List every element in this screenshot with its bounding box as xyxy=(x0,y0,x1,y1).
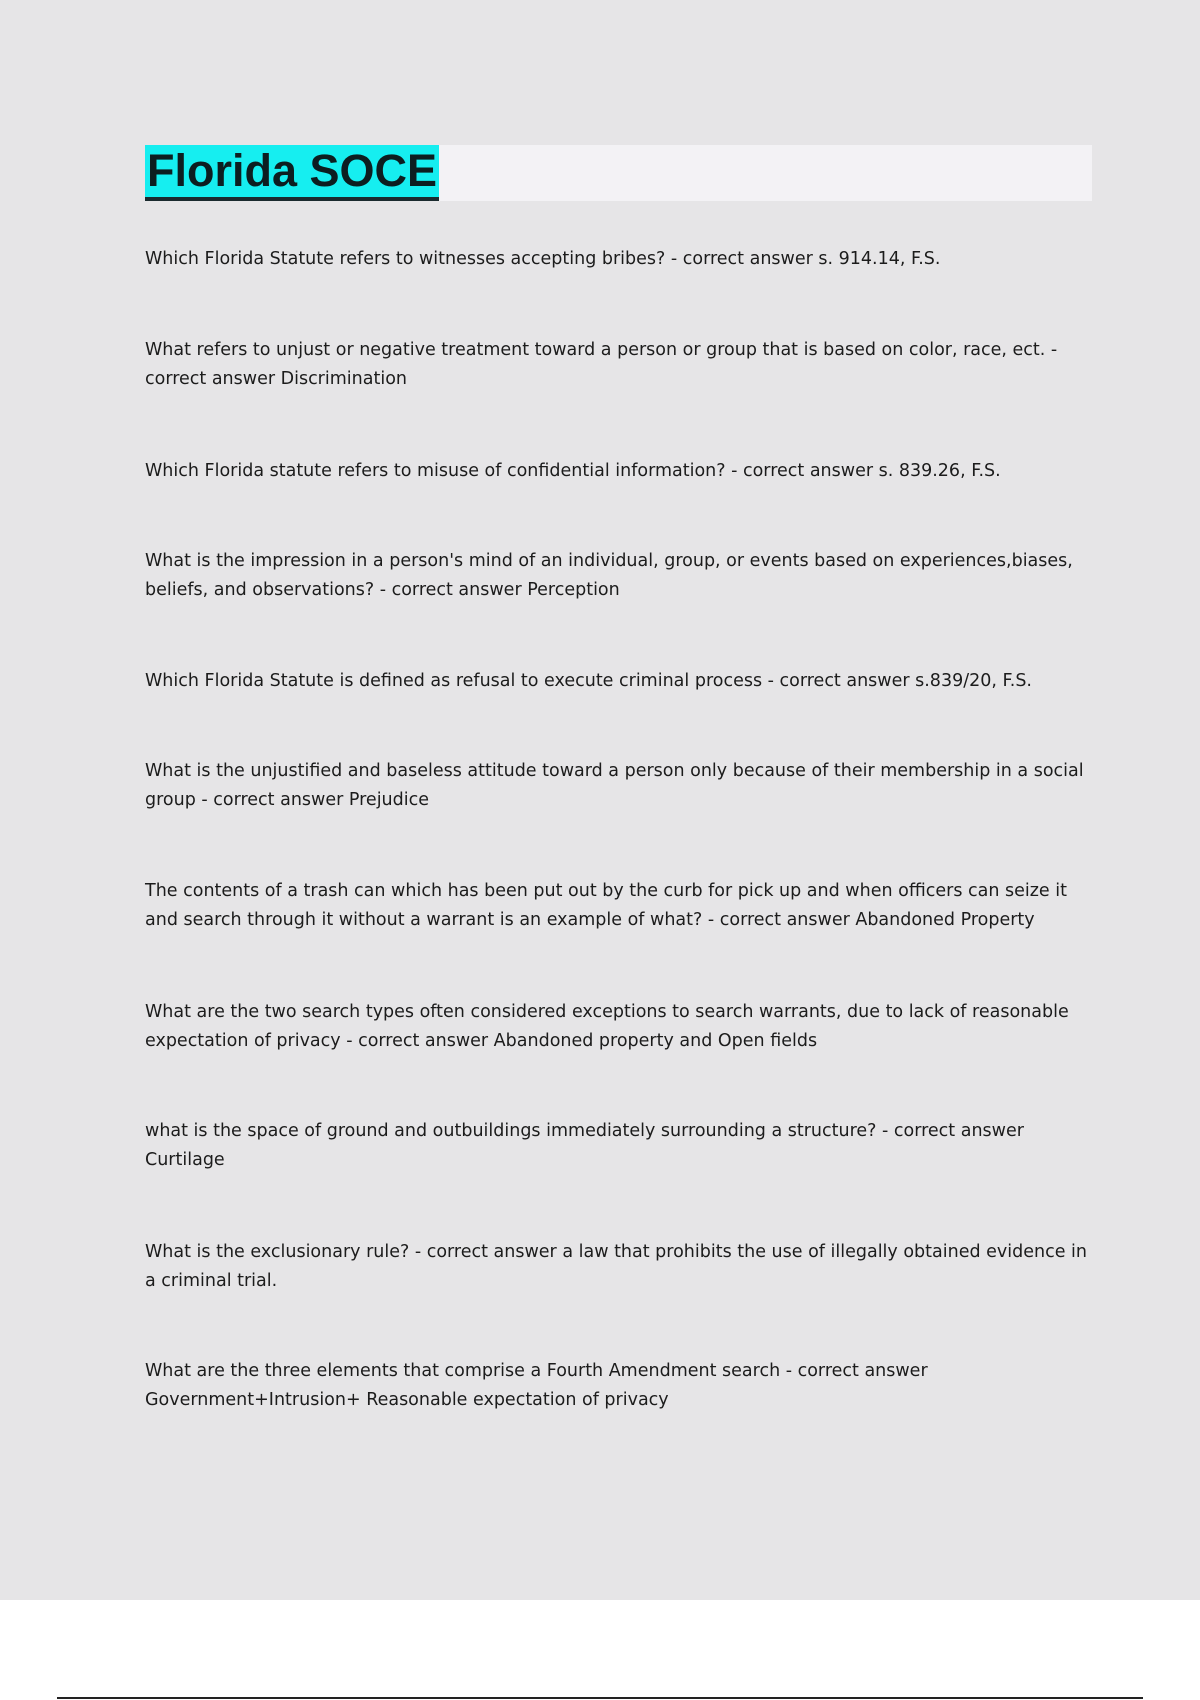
title-bar xyxy=(145,145,1092,201)
qa-entry-9: what is the space of ground and outbuildings immediately surrounding a structure? - correct answer Curtilage xyxy=(145,1121,1024,1170)
qa-entry-11: What are the three elements that comprise a Fourth Amendment search - correct answer Government+Intrusion+ Reasonable expectation of privacy xyxy=(145,1361,928,1410)
qa-entry-6: What is the unjustified and baseless attitude toward a person only because of their membership in a social group - correct answer Prejudice xyxy=(145,761,1084,810)
page-title: Florida SOCE xyxy=(145,145,439,201)
qa-entry-2: What refers to unjust or negative treatment toward a person or group that is based on color, race, ect. - correct answer Discrimination xyxy=(145,340,1058,389)
qa-entry-1: Which Florida Statute refers to witnesses accepting bribes? - correct answer s. 914.14, F.S. xyxy=(145,249,941,269)
qa-entry-5: Which Florida Statute is defined as refusal to execute criminal process - correct answer s.839/20, F.S. xyxy=(145,671,1032,691)
qa-entry-8: What are the two search types often considered exceptions to search warrants, due to lack of reasonable expectation of privacy - correct answer Abandoned property and Open fields xyxy=(145,1002,1069,1051)
qa-entry-3: Which Florida statute refers to misuse of confidential information? - correct answer s. 839.26, F.S. xyxy=(145,461,1001,481)
qa-entry-10: What is the exclusionary rule? - correct answer a law that prohibits the use of illegally obtained evidence in a criminal trial. xyxy=(145,1242,1087,1291)
qa-entry-4: What is the impression in a person's mind of an individual, group, or events based on experiences,biases, beliefs, and observations? - correct answer Perception xyxy=(145,551,1073,600)
qa-entry-7: The contents of a trash can which has been put out by the curb for pick up and when officers can seize it and search through it without a warrant is an example of what? - correct answer Abandoned Property xyxy=(145,881,1067,930)
footer-divider xyxy=(57,1697,1143,1699)
